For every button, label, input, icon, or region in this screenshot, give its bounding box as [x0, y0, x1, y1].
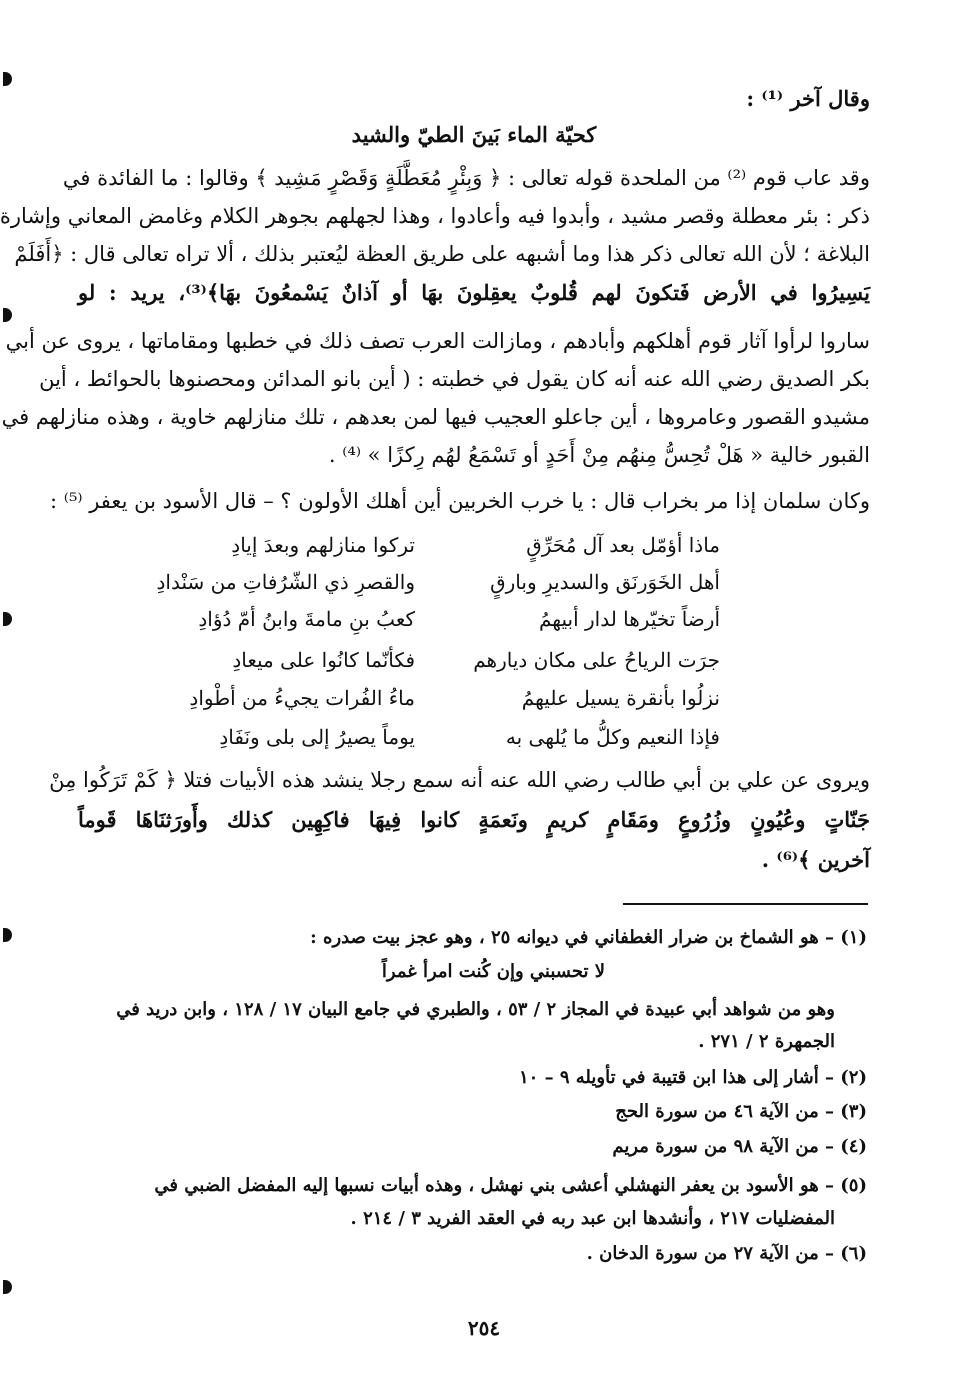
- verse-first-half: نزلُوا بأنقرة يسيل عليهمُ: [521, 686, 720, 710]
- verse-first-half: أرضاً تخيّرها لدار أبيهمُ: [538, 607, 720, 631]
- body-line: آخرين ﴾⁽⁶⁾ .: [761, 847, 870, 872]
- body-line: البلاغة ؛ لأن الله تعالى ذكر هذا وما أشبهه على طريق العظة ليُعتبر بذلك ، ألا تراه تعالى قال : ﴿أَفَلَمْ: [14, 242, 870, 266]
- binding-mark: [3, 308, 12, 322]
- body-line: جَنّاتٍ وعُيُونٍ وزُرُوعٍ ومَقَامٍ كريمٍ ونَعمَةٍ كانوا فِيهَا فاكِهِين كذلك وأَورَثنَاهَا قَوماً: [78, 807, 870, 832]
- footnote: (٣) – من الآية ٤٦ من سورة الحج: [615, 1101, 867, 1122]
- verse-second-half: والقصرِ ذي الشّرُفاتِ من سَنْدادِ: [156, 570, 415, 594]
- intro-line: وقال آخر ⁽¹⁾ :: [746, 86, 870, 111]
- footnote: وهو من شواهد أبي عبيدة في المجاز ٢ / ٥٣ ، والطبري في جامع البيان ١٧ / ١٢٨ ، وابن دريد في: [116, 999, 835, 1020]
- footnote-verse: لا تحسبني وإن كُنت امرأ غمراً: [381, 961, 605, 982]
- footnote: (٥) – هو الأسود بن يعفر النهشلي أعشى بني نهشل ، وهذه أبيات نسبها إليه المفضل الضبي في: [154, 1175, 867, 1196]
- body-line: ساروا لرأوا آثار قوم أهلكهم وأبادهم ، ومازالت العرب تصف ذلك في خطبها ومقاماتها ، يروى عن أبي: [5, 329, 870, 353]
- verse-second-half: تركوا منازلهم وبعدَ إيادِ: [231, 533, 415, 557]
- binding-mark: [3, 1280, 12, 1294]
- verse-first-half: فإذا النعيم وكلُّ ما يُلهى به: [505, 725, 720, 749]
- body-line: وكان سلمان إذا مر بخراب قال : يا خرب الخربين أين أهلك الأولون ؟ – قال الأسود بن يعفر ⁽⁵⁾ :: [50, 489, 870, 513]
- body-line: وقد عاب قوم ⁽²⁾ من الملحدة قوله تعالى : ﴿ وَبِئْرٍ مُعَطَّلَةٍ وَقَصْرٍ مَشِيد ﴾ وقالوا : ما الفائدة في: [62, 166, 870, 190]
- page-number: ٢٥٤: [467, 1316, 501, 1340]
- verse-first-half: ماذا أؤمّل بعد آل مُحَرِّقٍ: [526, 533, 720, 557]
- verse-quote: كحيّة الماء بَينَ الطيّ والشيد: [351, 122, 597, 147]
- footnote-divider: [623, 903, 868, 905]
- body-line: مشيدو القصور وعامروها ، أين جاعلو العجيب فيها لمن بعدهم ، تلك منازلهم خاوية ، وهذه منازلهم في: [1, 405, 870, 429]
- verse-second-half: فكأنّما كانُوا على ميعادِ: [232, 648, 415, 672]
- verse-first-half: جرَت الرياحُ على مكان ديارهم: [473, 648, 720, 672]
- body-line: يَسِيرُوا في الأرض فَتكونَ لهم قُلوبٌ يعقِلونَ بهَا أو آذانٌ يَسْمعُونَ بهَا﴾⁽³⁾، يريد : لو: [78, 280, 870, 305]
- body-line: ذكر : بئر معطلة وقصر مشيد ، وأبدوا فيه وأعادوا ، وهذا لجهلهم بجوهر الكلام وغامض المعاني وإشارة: [0, 204, 870, 228]
- binding-mark: [3, 72, 12, 86]
- footnote: (١) – هو الشماخ بن ضرار الغطفاني في ديوانه ٢٥ ، وهو عجز بيت صدره :: [310, 927, 867, 948]
- body-line: بكر الصديق رضي الله عنه أنه كان يقول في خطبته : ( أين بانو المدائن ومحصنوها بالحوائط ، أين: [39, 367, 870, 391]
- verse-first-half: أهل الخَوَرنَق والسديرِ وبارقٍ: [490, 570, 720, 594]
- verse-second-half: كعبُ بنِ مامةَ وابنُ أمّ دُؤادِ: [198, 607, 415, 631]
- binding-mark: [3, 612, 12, 626]
- footnote: المفضليات ٢١٧ ، وأنشدها ابن عبد ربه في العقد الفريد ٣ / ٢١٤ .: [350, 1208, 835, 1229]
- footnote: (٤) – من الآية ٩٨ من سورة مريم: [612, 1136, 867, 1157]
- verse-second-half: ماءُ الفُرات يجيءُ من أطْوادِ: [189, 686, 415, 710]
- footnote: (٦) – من الآية ٢٧ من سورة الدخان .: [586, 1243, 867, 1264]
- verse-second-half: يوماً يصيرُ إلى بلى ونَفَادِ: [219, 725, 415, 749]
- binding-mark: [3, 928, 12, 942]
- body-line: القبور خالية « هَلْ تُحِسُّ مِنهُم مِنْ أَحَدٍ أو تَسْمَعُ لهُم رِكزًا » ⁽⁴⁾ .: [328, 443, 870, 467]
- footnote: الجمهرة ٢ / ٢٧١ .: [698, 1031, 835, 1052]
- body-line: ويروى عن علي بن أبي طالب رضي الله عنه أنه سمع رجلا ينشد هذه الأبيات فتلا ﴿ كَمْ تَرَكُوا مِنْ: [49, 768, 870, 792]
- footnote: (٢) – أشار إلى هذا ابن قتيبة في تأويله ٩ – ١٠: [518, 1067, 867, 1088]
